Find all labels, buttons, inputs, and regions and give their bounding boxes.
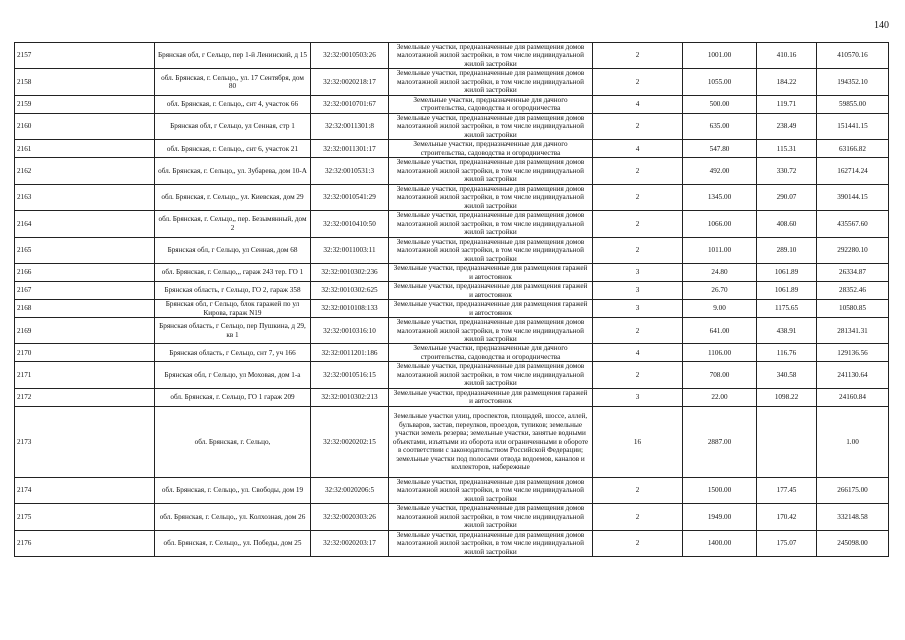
row-number: 2165 xyxy=(15,237,155,263)
use-code-cell: 2 xyxy=(593,158,683,184)
land-use-cell: Земельные участки, предназначенные для размещения домов малоэтажной жилой застройки, в том числе индивидуальной жилой застройки xyxy=(389,362,593,388)
table-row xyxy=(15,140,889,158)
cadastral-number-cell: 32:32:0011301:8 xyxy=(311,113,389,139)
cadastral-number-cell: 32:32:0020206:5 xyxy=(311,477,389,503)
table-row xyxy=(15,344,889,362)
area-cell: 1345.00 xyxy=(683,184,757,210)
area-cell: 1066.00 xyxy=(683,211,757,237)
specific-value-cell: 1098.22 xyxy=(757,388,817,406)
address-cell: обл. Брянская, г. Сельцо,, ул. Победы, дом 25 xyxy=(155,530,311,556)
specific-value-cell: 175.07 xyxy=(757,530,817,556)
table-row xyxy=(15,504,889,530)
use-code-cell: 2 xyxy=(593,504,683,530)
cadastral-number-cell: 32:32:0010410:50 xyxy=(311,211,389,237)
land-use-cell: Земельные участки, предназначенные для размещения домов малоэтажной жилой застройки, в том числе индивидуальной жилой застройки xyxy=(389,477,593,503)
table-row xyxy=(15,69,889,95)
address-cell: Брянская обл, г Сельцо, ул Сенная, дом 68 xyxy=(155,237,311,263)
address-cell: Брянская область, г Сельцо, пер Пушкина, д 29, кв 1 xyxy=(155,318,311,344)
cadastral-value-cell: 59855.00 xyxy=(817,95,889,113)
use-code-cell: 4 xyxy=(593,140,683,158)
cadastral-value-cell: 63166.82 xyxy=(817,140,889,158)
table-row xyxy=(15,530,889,556)
use-code-cell: 4 xyxy=(593,95,683,113)
address-cell: обл. Брянская, г. Сельцо,, ул. Свободы, дом 19 xyxy=(155,477,311,503)
cadastral-value-cell: 1.00 xyxy=(817,406,889,477)
address-cell: обл. Брянская, г. Сельцо,, пер. Безымянный, дом 2 xyxy=(155,211,311,237)
table-row xyxy=(15,184,889,210)
specific-value-cell: 290.07 xyxy=(757,184,817,210)
cadastral-value-cell: 151441.15 xyxy=(817,113,889,139)
area-cell: 547.80 xyxy=(683,140,757,158)
area-cell: 1055.00 xyxy=(683,69,757,95)
table-row xyxy=(15,43,889,69)
specific-value-cell: 238.49 xyxy=(757,113,817,139)
land-use-cell: Земельные участки, предназначенные для дачного строительства, садоводства и огородничества xyxy=(389,344,593,362)
address-cell: Брянская область, г Сельцо, ГО 2, гараж 358 xyxy=(155,282,311,300)
cadastral-value-cell: 332148.58 xyxy=(817,504,889,530)
use-code-cell: 3 xyxy=(593,264,683,282)
specific-value-cell: 408.60 xyxy=(757,211,817,237)
use-code-cell: 2 xyxy=(593,477,683,503)
specific-value-cell: 184.22 xyxy=(757,69,817,95)
address-cell: обл. Брянская, г. Сельцо,, ул. 17 Сентября, дом 80 xyxy=(155,69,311,95)
land-use-cell: Земельные участки, предназначенные для размещения гаражей и автостоянок xyxy=(389,282,593,300)
area-cell: 1500.00 xyxy=(683,477,757,503)
cadastral-number-cell: 32:32:0020202:15 xyxy=(311,406,389,477)
use-code-cell: 3 xyxy=(593,388,683,406)
use-code-cell: 2 xyxy=(593,184,683,210)
use-code-cell: 2 xyxy=(593,211,683,237)
land-use-cell: Земельные участки, предназначенные для размещения домов малоэтажной жилой застройки, в том числе индивидуальной жилой застройки xyxy=(389,113,593,139)
row-number: 2170 xyxy=(15,344,155,362)
cadastral-number-cell: 32:32:0010516:15 xyxy=(311,362,389,388)
area-cell: 24.80 xyxy=(683,264,757,282)
land-use-cell: Земельные участки, предназначенные для размещения домов малоэтажной жилой застройки, в том числе индивидуальной жилой застройки xyxy=(389,158,593,184)
address-cell: обл. Брянская, г. Сельцо, ГО 1 гараж 209 xyxy=(155,388,311,406)
table-row xyxy=(15,282,889,300)
land-use-cell: Земельные участки, предназначенные для размещения домов малоэтажной жилой застройки, в том числе индивидуальной жилой застройки xyxy=(389,184,593,210)
table-body xyxy=(15,43,889,557)
row-number: 2164 xyxy=(15,211,155,237)
address-cell: Брянская обл, г Сельцо, ул Моховая, дом 1-а xyxy=(155,362,311,388)
area-cell: 1949.00 xyxy=(683,504,757,530)
land-use-cell: Земельные участки, предназначенные для размещения домов малоэтажной жилой застройки, в том числе индивидуальной жилой застройки xyxy=(389,530,593,556)
row-number: 2157 xyxy=(15,43,155,69)
use-code-cell: 16 xyxy=(593,406,683,477)
land-use-cell: Земельные участки, предназначенные для дачного строительства, садоводства и огородничества xyxy=(389,140,593,158)
cadastral-value-cell: 10580.85 xyxy=(817,300,889,318)
cadastral-number-cell: 32:32:0020218:17 xyxy=(311,69,389,95)
use-code-cell: 2 xyxy=(593,43,683,69)
specific-value-cell: 115.31 xyxy=(757,140,817,158)
area-cell: 1001.00 xyxy=(683,43,757,69)
use-code-cell: 2 xyxy=(593,362,683,388)
land-use-cell: Земельные участки, предназначенные для размещения гаражей и автостоянок xyxy=(389,264,593,282)
table-row xyxy=(15,95,889,113)
cadastral-value-cell: 162714.24 xyxy=(817,158,889,184)
cadastral-value-cell: 129136.56 xyxy=(817,344,889,362)
table-row xyxy=(15,264,889,282)
cadastral-number-cell: 32:32:0020203:17 xyxy=(311,530,389,556)
cadastral-number-cell: 32:32:0011301:17 xyxy=(311,140,389,158)
specific-value-cell: 1061.89 xyxy=(757,282,817,300)
cadastral-value-cell: 266175.00 xyxy=(817,477,889,503)
use-code-cell: 2 xyxy=(593,113,683,139)
area-cell: 1106.00 xyxy=(683,344,757,362)
area-cell: 22.00 xyxy=(683,388,757,406)
row-number: 2166 xyxy=(15,264,155,282)
table-row xyxy=(15,211,889,237)
use-code-cell: 3 xyxy=(593,282,683,300)
row-number: 2161 xyxy=(15,140,155,158)
land-use-cell: Земельные участки, предназначенные для размещения домов малоэтажной жилой застройки, в том числе индивидуальной жилой застройки xyxy=(389,504,593,530)
cadastral-number-cell: 32:32:0010701:67 xyxy=(311,95,389,113)
land-use-cell: Земельные участки, предназначенные для размещения домов малоэтажной жилой застройки, в том числе индивидуальной жилой застройки xyxy=(389,318,593,344)
area-cell: 9.00 xyxy=(683,300,757,318)
use-code-cell: 2 xyxy=(593,318,683,344)
area-cell: 500.00 xyxy=(683,95,757,113)
row-number: 2173 xyxy=(15,406,155,477)
table-row xyxy=(15,158,889,184)
table-row xyxy=(15,388,889,406)
specific-value-cell xyxy=(757,406,817,477)
cadastral-value-cell: 410570.16 xyxy=(817,43,889,69)
page-number: 140 xyxy=(874,20,889,31)
land-use-cell: Земельные участки улиц, проспектов, площадей, шоссе, аллей, бульваров, застав, переулков, проездов, тупиков; земельные участки земель резерва; земельные участки, занятые водными объектами, изъятыми из оборота или ограниченными в обороте в соответствии с законодательством Российской Федерации; земельные участки под полосами отвода водоемов, каналов и коллекторов, набережные xyxy=(389,406,593,477)
cadastral-value-cell: 245098.00 xyxy=(817,530,889,556)
specific-value-cell: 410.16 xyxy=(757,43,817,69)
specific-value-cell: 170.42 xyxy=(757,504,817,530)
area-cell: 492.00 xyxy=(683,158,757,184)
cadastral-number-cell: 32:32:0010302:625 xyxy=(311,282,389,300)
cadastral-number-cell: 32:32:0010541:29 xyxy=(311,184,389,210)
land-use-cell: Земельные участки, предназначенные для размещения домов малоэтажной жилой застройки, в том числе индивидуальной жилой застройки xyxy=(389,237,593,263)
land-use-cell: Земельные участки, предназначенные для размещения домов малоэтажной жилой застройки, в том числе индивидуальной жилой застройки xyxy=(389,69,593,95)
address-cell: обл. Брянская, г. Сельцо,, ул. Зубарева, дом 10-А xyxy=(155,158,311,184)
address-cell: обл. Брянская, г. Сельцо,, ул. Киевская, дом 29 xyxy=(155,184,311,210)
land-use-cell: Земельные участки, предназначенные для дачного строительства, садоводства и огородничества xyxy=(389,95,593,113)
row-number: 2158 xyxy=(15,69,155,95)
table-row xyxy=(15,237,889,263)
cadastral-number-cell: 32:32:0010531:3 xyxy=(311,158,389,184)
row-number: 2163 xyxy=(15,184,155,210)
cadastral-value-cell: 24160.84 xyxy=(817,388,889,406)
row-number: 2168 xyxy=(15,300,155,318)
address-cell: Брянская обл, г Сельцо, блок гаражей по ул Кирова, гараж N19 xyxy=(155,300,311,318)
land-use-cell: Земельные участки, предназначенные для размещения домов малоэтажной жилой застройки, в том числе индивидуальной жилой застройки xyxy=(389,211,593,237)
specific-value-cell: 119.71 xyxy=(757,95,817,113)
cadastral-value-cell: 390144.15 xyxy=(817,184,889,210)
row-number: 2174 xyxy=(15,477,155,503)
table-row xyxy=(15,318,889,344)
table-row xyxy=(15,477,889,503)
area-cell: 1011.00 xyxy=(683,237,757,263)
specific-value-cell: 177.45 xyxy=(757,477,817,503)
specific-value-cell: 330.72 xyxy=(757,158,817,184)
row-number: 2169 xyxy=(15,318,155,344)
cadastral-value-cell: 194352.10 xyxy=(817,69,889,95)
address-cell: обл. Брянская, г. Сельцо,, снт 6, участок 21 xyxy=(155,140,311,158)
use-code-cell: 3 xyxy=(593,300,683,318)
cadastral-number-cell: 32:32:0010302:213 xyxy=(311,388,389,406)
cadastral-value-cell: 435567.60 xyxy=(817,211,889,237)
table-row xyxy=(15,300,889,318)
address-cell: обл. Брянская, г. Сельцо,, ул. Колхозная, дом 26 xyxy=(155,504,311,530)
land-use-cell: Земельные участки, предназначенные для размещения гаражей и автостоянок xyxy=(389,300,593,318)
cadastral-number-cell: 32:32:0010302:236 xyxy=(311,264,389,282)
cadastral-number-cell: 32:32:0011003:11 xyxy=(311,237,389,263)
row-number: 2171 xyxy=(15,362,155,388)
row-number: 2176 xyxy=(15,530,155,556)
use-code-cell: 2 xyxy=(593,530,683,556)
area-cell: 2887.00 xyxy=(683,406,757,477)
area-cell: 635.00 xyxy=(683,113,757,139)
specific-value-cell: 438.91 xyxy=(757,318,817,344)
address-cell: обл. Брянская, г. Сельцо, xyxy=(155,406,311,477)
cadastral-number-cell: 32:32:0011201:186 xyxy=(311,344,389,362)
specific-value-cell: 1175.65 xyxy=(757,300,817,318)
use-code-cell: 2 xyxy=(593,69,683,95)
land-use-cell: Земельные участки, предназначенные для размещения домов малоэтажной жилой застройки, в том числе индивидуальной жилой застройки xyxy=(389,43,593,69)
specific-value-cell: 116.76 xyxy=(757,344,817,362)
specific-value-cell: 1061.89 xyxy=(757,264,817,282)
cadastral-number-cell: 32:32:0010316:10 xyxy=(311,318,389,344)
address-cell: Брянская область, г Сельцо, снт 7, уч 166 xyxy=(155,344,311,362)
cadastral-number-cell: 32:32:0020303:26 xyxy=(311,504,389,530)
table-row xyxy=(15,113,889,139)
cadastral-value-cell: 28352.46 xyxy=(817,282,889,300)
cadastral-number-cell: 32:32:0010108:133 xyxy=(311,300,389,318)
land-use-cell: Земельные участки, предназначенные для размещения гаражей и автостоянок xyxy=(389,388,593,406)
area-cell: 641.00 xyxy=(683,318,757,344)
address-cell: обл. Брянская, г. Сельцо,, снт 4, участок 66 xyxy=(155,95,311,113)
use-code-cell: 4 xyxy=(593,344,683,362)
table-row xyxy=(15,362,889,388)
address-cell: Брянская обл, г Сельцо, пер 1-й Ленинский, д 15 xyxy=(155,43,311,69)
area-cell: 1400.00 xyxy=(683,530,757,556)
cadastral-value-cell: 281341.31 xyxy=(817,318,889,344)
table-row xyxy=(15,406,889,477)
row-number: 2160 xyxy=(15,113,155,139)
cadastral-value-cell: 241130.64 xyxy=(817,362,889,388)
row-number: 2172 xyxy=(15,388,155,406)
land-registry-table xyxy=(14,42,889,557)
row-number: 2162 xyxy=(15,158,155,184)
row-number: 2167 xyxy=(15,282,155,300)
area-cell: 708.00 xyxy=(683,362,757,388)
address-cell: Брянская обл, г Сельцо, ул Сенная, стр 1 xyxy=(155,113,311,139)
cadastral-value-cell: 292280.10 xyxy=(817,237,889,263)
row-number: 2175 xyxy=(15,504,155,530)
specific-value-cell: 289.10 xyxy=(757,237,817,263)
cadastral-value-cell: 26334.87 xyxy=(817,264,889,282)
address-cell: обл. Брянская, г. Сельцо,,, гараж 243 тер. ГО 1 xyxy=(155,264,311,282)
use-code-cell: 2 xyxy=(593,237,683,263)
area-cell: 26.70 xyxy=(683,282,757,300)
specific-value-cell: 340.58 xyxy=(757,362,817,388)
cadastral-number-cell: 32:32:0010503:26 xyxy=(311,43,389,69)
row-number: 2159 xyxy=(15,95,155,113)
